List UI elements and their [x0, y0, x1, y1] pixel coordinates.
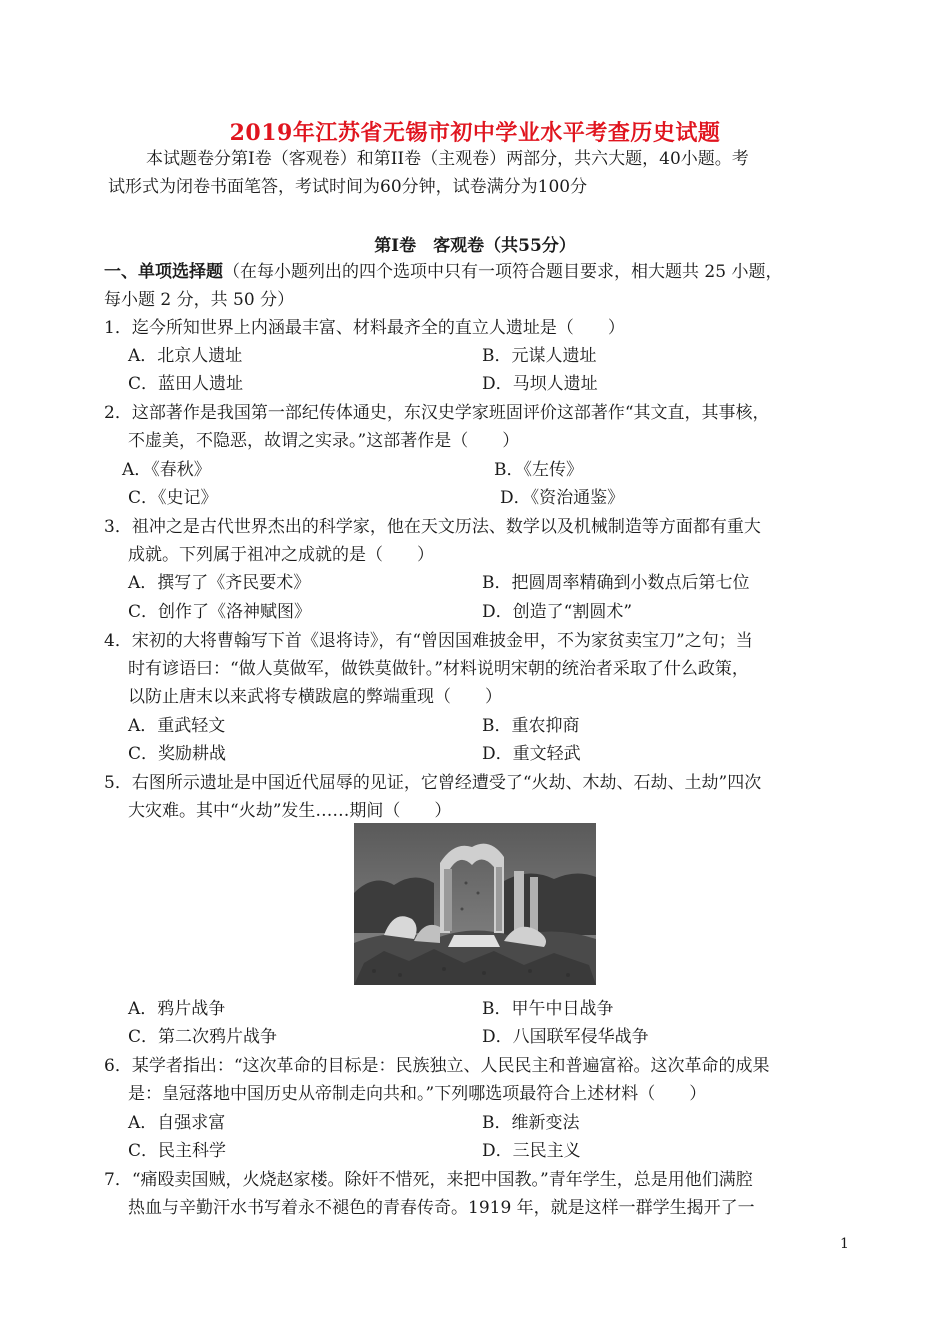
q2-option-b: B．《左传》 — [494, 460, 583, 480]
q6-option-c: C．民主科学 — [128, 1141, 227, 1161]
q3-option-d: D．创造了“割圆术” — [482, 602, 633, 622]
q6-option-a: A．自强求富 — [128, 1113, 226, 1133]
ruins-photo-image — [354, 823, 596, 985]
q3-option-b: B．把圆周率精确到小数点后第七位 — [482, 573, 750, 593]
q6-stem-2: 是：皇冠落地中国历史从帝制走向共和。”下列哪选项最符合上述材料（ ） — [128, 1084, 707, 1104]
q6-stem-1: 6．某学者指出：“这次革命的目标是：民族独立、人民民主和普遍富裕。这次革命的成果 — [104, 1056, 770, 1076]
q1-stem: 1．迄今所知世界上内涵最丰富、材料最齐全的直立人遗址是（ ） — [104, 318, 625, 338]
q1-option-c: C．蓝田人遗址 — [128, 374, 244, 394]
intro-line-2: 试形式为闭卷书面笔答，考试时间为60分钟，试卷满分为100分 — [108, 177, 588, 197]
intro-line-1: 本试题卷分第I卷（客观卷）和第II卷（主观卷）两部分，共六大题，40小题。考 — [146, 149, 749, 169]
q4-option-d: D．重文轻武 — [482, 744, 581, 764]
part1-heading: 一、单项选择题 — [104, 262, 223, 282]
q6-option-d: D．三民主义 — [482, 1141, 581, 1161]
q2-stem-1: 2．这部著作是我国第一部纪传体通史，东汉史学家班固评价这部著作“其文直，其事核， — [104, 403, 770, 423]
q5-option-b: B．甲午中日战争 — [482, 999, 614, 1019]
q2-option-a: A．《春秋》 — [122, 460, 211, 480]
q1-option-b: B．元谋人遗址 — [482, 346, 597, 366]
part1-desc-1: （在每小题列出的四个选项中只有一项符合题目要求，相大题共 25 小题， — [223, 262, 783, 282]
q7-stem-1: 7．“痛殴卖国贼，火烧赵家楼。除奸不惜死，来把中国教。”青年学生，总是用他们满腔 — [104, 1170, 753, 1190]
ruins-photo — [354, 823, 596, 985]
q3-option-a: A．撰写了《齐民要术》 — [128, 573, 311, 593]
q5-stem-2: 大灾难。其中“火劫”发生……期间（ ） — [128, 801, 452, 821]
q2-option-c: C．《史记》 — [128, 488, 218, 508]
part1-desc-2: 每小题 2 分，共 50 分） — [104, 290, 295, 310]
q4-stem-1: 4．宋初的大将曹翰写下首《退将诗》，有“曾因国难披金甲，不为家贫卖宝刀”之句；当 — [104, 631, 753, 651]
q5-option-c: C．第二次鸦片战争 — [128, 1027, 278, 1047]
section-title: 第I卷 客观卷（共55分） — [374, 236, 576, 256]
exam-title: 2019年江苏省无锡市初中学业水平考查历史试题 — [229, 120, 721, 146]
q2-option-d: D．《资治通鉴》 — [500, 488, 625, 508]
q4-stem-3: 以防止唐末以来武将专横跋扈的弊端重现（ ） — [128, 687, 502, 707]
q4-option-b: B．重农抑商 — [482, 716, 580, 736]
q1-option-a: A．北京人遗址 — [128, 346, 243, 366]
q2-stem-2: 不虚美，不隐恶，故谓之实录。”这部著作是（ ） — [128, 431, 520, 451]
q3-option-c: C．创作了《洛神赋图》 — [128, 602, 312, 622]
q5-option-a: A．鸦片战争 — [128, 999, 226, 1019]
page-number: 1 — [840, 1236, 849, 1252]
q7-stem-2: 热血与辛勤汗水书写着永不褪色的青春传奇。1919 年，就是这样一群学生揭开了一 — [128, 1198, 755, 1218]
q4-option-a: A．重武轻文 — [128, 716, 226, 736]
q5-stem-1: 5．右图所示遗址是中国近代屈辱的见证，它曾经遭受了“火劫、木劫、石劫、土劫”四次 — [104, 773, 762, 793]
q3-stem-2: 成就。下列属于祖冲之成就的是（ ） — [128, 545, 434, 565]
q3-stem-1: 3．祖冲之是古代世界杰出的科学家，他在天文历法、数学以及机械制造等方面都有重大 — [104, 517, 761, 537]
q6-option-b: B．维新变法 — [482, 1113, 580, 1133]
q4-option-c: C．奖励耕战 — [128, 744, 227, 764]
q5-option-d: D．八国联军侵华战争 — [482, 1027, 649, 1047]
part1-header — [104, 261, 782, 283]
q1-option-d: D．马坝人遗址 — [482, 374, 598, 394]
q4-stem-2: 时有谚语曰：“做人莫做军，做铁莫做针。”材料说明宋朝的统治者采取了什么政策， — [128, 659, 749, 679]
